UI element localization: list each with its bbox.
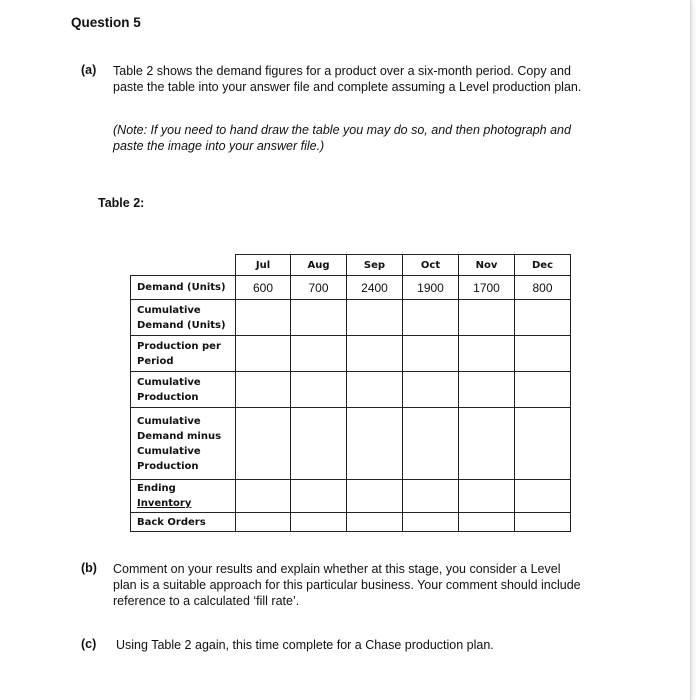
part-b-label: (b) <box>81 561 97 575</box>
table-caption: Table 2: <box>98 196 145 210</box>
back-orders-jul <box>236 513 291 532</box>
part-a-note <box>113 122 571 154</box>
row-label-demand-minus-production <box>131 408 236 480</box>
inventory-jul <box>236 480 291 513</box>
table-row-cumulative-production <box>131 372 571 408</box>
demand-table <box>130 254 571 532</box>
production-dec <box>515 336 571 372</box>
header-corner-cell <box>131 255 236 276</box>
part-a-line-2: paste the table into your answer file and complete assuming a Level production plan. <box>113 80 582 94</box>
part-b-line-1: Comment on your results and explain whether at this stage, you consider a Level <box>113 562 561 576</box>
row-label-demand <box>131 276 236 300</box>
production-sep <box>347 336 403 372</box>
difference-sep <box>347 408 403 480</box>
part-c-text <box>116 637 494 653</box>
part-a-text <box>113 63 581 95</box>
cumulative-production-nov <box>459 372 515 408</box>
row-label-line: Production per <box>137 340 221 352</box>
row-label-line: Cumulative <box>137 304 201 316</box>
cumulative-demand-oct <box>403 300 459 336</box>
back-orders-aug <box>291 513 347 532</box>
cumulative-production-dec <box>515 372 571 408</box>
part-c-line-1: Using Table 2 again, this time complete for a Chase production plan. <box>116 638 494 652</box>
difference-oct <box>403 408 459 480</box>
part-b-line-3: reference to a calculated ‘fill rate’. <box>113 594 300 608</box>
table-row-cumulative-demand <box>131 300 571 336</box>
back-orders-dec <box>515 513 571 532</box>
row-label-line: Ending <box>137 483 176 494</box>
table-row-demand-minus-production <box>131 408 571 480</box>
row-label-line: Cumulative <box>137 415 201 427</box>
row-label-line: Production <box>137 460 199 472</box>
difference-dec <box>515 408 571 480</box>
row-label-line: Production <box>137 391 199 403</box>
demand-jul: 600 <box>236 276 291 300</box>
cumulative-production-oct <box>403 372 459 408</box>
part-a-line-1: Table 2 shows the demand figures for a product over a six-month period. Copy and <box>113 64 571 78</box>
difference-jul <box>236 408 291 480</box>
demand-dec: 800 <box>515 276 571 300</box>
row-label-line: Demand (Units) <box>137 319 226 331</box>
inventory-aug <box>291 480 347 513</box>
row-label-production-per-period <box>131 336 236 372</box>
part-b-text <box>113 561 581 609</box>
part-a-note-line-1: (Note: If you need to hand draw the table you may do so, and then photograph and <box>113 123 571 137</box>
cumulative-production-aug <box>291 372 347 408</box>
production-oct <box>403 336 459 372</box>
cumulative-demand-sep <box>347 300 403 336</box>
month-header-dec: Dec <box>515 255 571 276</box>
cumulative-production-jul <box>236 372 291 408</box>
demand-sep: 2400 <box>347 276 403 300</box>
table-row-demand <box>131 276 571 300</box>
difference-aug <box>291 408 347 480</box>
inventory-oct <box>403 480 459 513</box>
row-label-line: Cumulative <box>137 445 201 457</box>
table-row-production-per-period <box>131 336 571 372</box>
difference-nov <box>459 408 515 480</box>
table-header-row <box>131 255 571 276</box>
inventory-sep <box>347 480 403 513</box>
month-header-aug: Aug <box>291 255 347 276</box>
row-label-line: Period <box>137 355 174 367</box>
question-title: Question 5 <box>71 15 141 30</box>
row-label-line: Cumulative <box>137 376 201 388</box>
row-label-line: Inventory <box>137 498 192 509</box>
inventory-nov <box>459 480 515 513</box>
month-header-oct: Oct <box>403 255 459 276</box>
cumulative-demand-dec <box>515 300 571 336</box>
table-row-ending-inventory <box>131 480 571 513</box>
row-label-line: Demand minus <box>137 430 222 442</box>
month-header-nov: Nov <box>459 255 515 276</box>
demand-nov: 1700 <box>459 276 515 300</box>
back-orders-nov <box>459 513 515 532</box>
table-row-back-orders <box>131 513 571 532</box>
part-c-label: (c) <box>81 637 97 651</box>
row-label-line: Back Orders <box>137 516 206 528</box>
production-jul <box>236 336 291 372</box>
month-header-jul: Jul <box>236 255 291 276</box>
back-orders-oct <box>403 513 459 532</box>
cumulative-demand-aug <box>291 300 347 336</box>
cumulative-demand-nov <box>459 300 515 336</box>
row-label-cumulative-production <box>131 372 236 408</box>
cumulative-demand-jul <box>236 300 291 336</box>
production-nov <box>459 336 515 372</box>
row-label-cumulative-demand <box>131 300 236 336</box>
demand-oct: 1900 <box>403 276 459 300</box>
production-aug <box>291 336 347 372</box>
inventory-dec <box>515 480 571 513</box>
row-label-line: Demand (Units) <box>137 282 226 293</box>
cumulative-production-sep <box>347 372 403 408</box>
part-b-line-2: plan is a suitable approach for this particular business. Your comment should include <box>113 578 581 592</box>
month-header-sep: Sep <box>347 255 403 276</box>
part-a-note-line-2: paste the image into your answer file.) <box>113 139 325 153</box>
demand-aug: 700 <box>291 276 347 300</box>
row-label-back-orders <box>131 513 236 532</box>
part-a-label: (a) <box>81 63 97 77</box>
back-orders-sep <box>347 513 403 532</box>
row-label-ending-inventory <box>131 480 236 513</box>
